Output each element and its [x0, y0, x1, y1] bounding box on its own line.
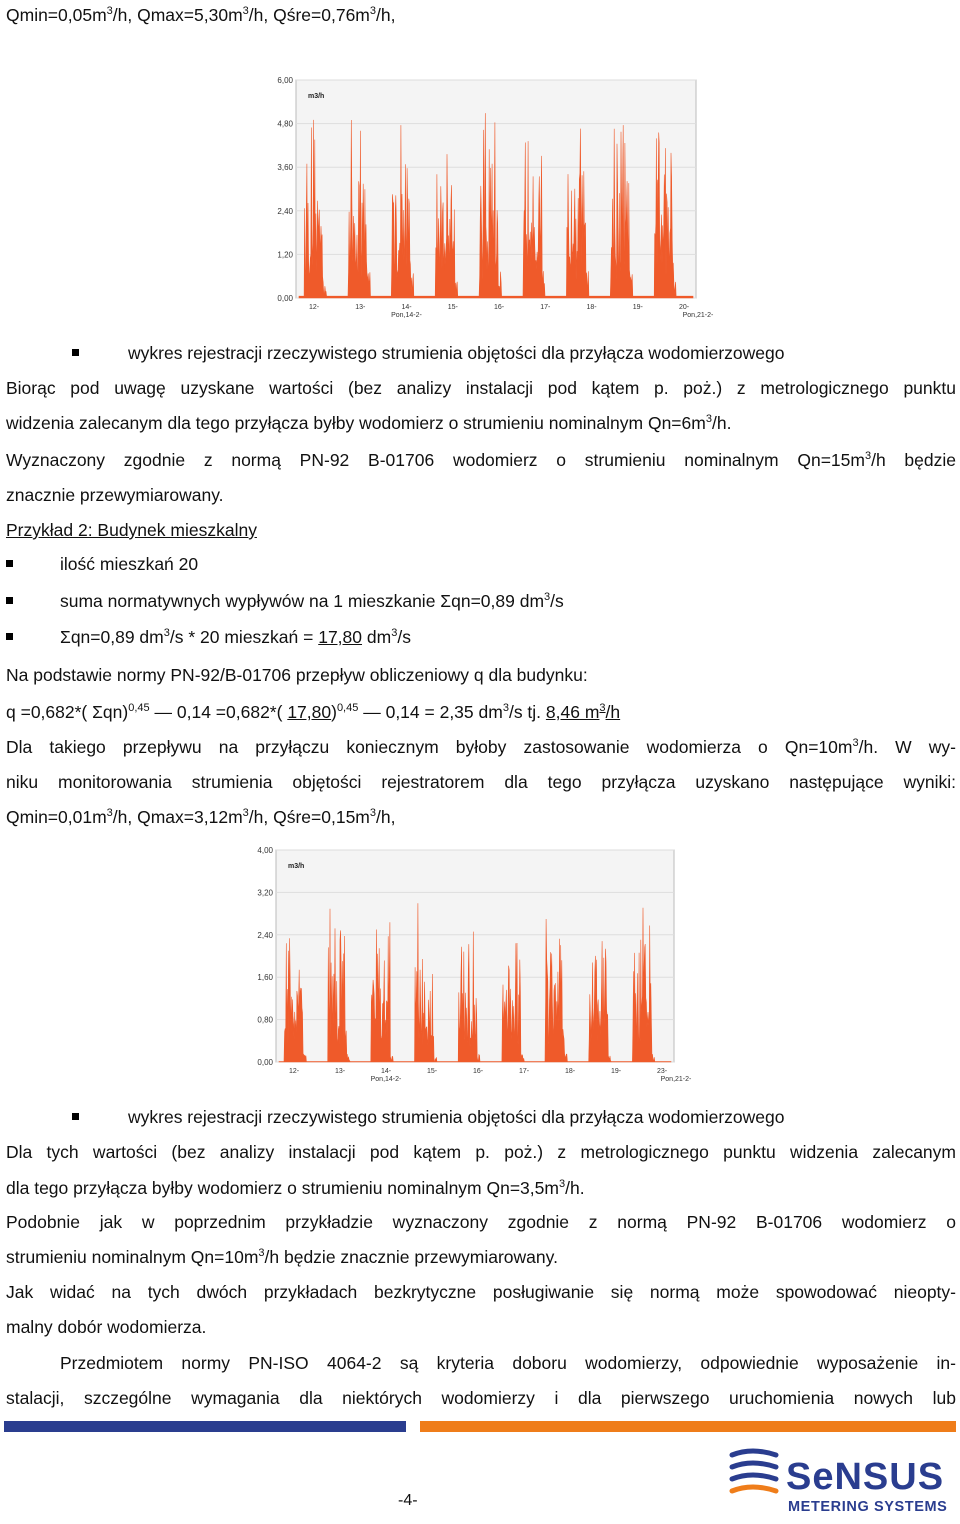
bullet-square	[72, 1113, 79, 1120]
x-tick-label: 13-	[334, 1068, 346, 1075]
x-sub-label: Pon,14-2-	[391, 312, 422, 319]
logo-wave	[732, 1487, 776, 1491]
bullet-sum-flow: Σqn=0,89 $dm^3/s * 20$ mieszkań = 17,80 $dm^3/s$	[60, 627, 411, 647]
x-tick-label: 20-	[678, 304, 690, 311]
unit-label: m3/h	[288, 863, 305, 870]
bullet-normative-flow: suma normatywnych wypływów na 1 mieszkanie Σqn=0,89 $dm^3/s$	[60, 591, 564, 611]
y-tick-label: 1,20	[277, 250, 293, 260]
flow-stats-line-1: $Qmin=0,05m^3/h$, $Qmax=5,30m^3/h$, $Qśre=0,76m^3/h$,	[6, 5, 396, 25]
x-tick-label: 19-	[632, 304, 643, 311]
paragraph-6-line-2: strumieniu nominalnym $Qn=10m^3/h$ będzie znacznie przewymiarowany.	[6, 1247, 558, 1267]
paragraph-4-line-1: Dla takiego przepływu na przyłączu koniecznym byłoby zastosowanie wodomierza o $Qn=10m^3/h$. W wy-	[6, 737, 956, 757]
x-tick-label: 18-	[564, 1068, 576, 1075]
paragraph-7-line-2: malny dobór wodomierza.	[6, 1317, 207, 1337]
logo-wave	[732, 1451, 776, 1455]
y-tick-label: 4,00	[257, 846, 273, 855]
paragraph-7-line-1: Jak widać na tych dwóch przykładach bezkrytyczne posługiwanie się normą może spowodować nieopty-	[6, 1282, 956, 1302]
bullet-square	[6, 560, 13, 567]
x-tick-label: 18-	[586, 304, 597, 311]
paragraph-2-line-2: znacznie przewymiarowany.	[6, 485, 224, 505]
x-tick-label: 15-	[426, 1068, 438, 1075]
x-tick-label: 12-	[308, 304, 320, 311]
flow-chart-1-svg	[268, 72, 730, 328]
footer-bar-blue	[4, 1421, 406, 1432]
paragraph-4-line-2: niku monitorowania strumienia objętości rejestratorem dla tego przyłącza uzyskano następujące wyniki:	[6, 772, 956, 792]
paragraph-5-line-2: dla tego przyłącza byłby wodomierz o strumieniu nominalnym $Qn=3,5m^3/h$.	[6, 1178, 585, 1198]
unit-label: m3/h	[308, 93, 325, 100]
y-tick-label: 3,60	[277, 163, 293, 173]
x-sub-label: Pon,21-2-	[682, 312, 714, 319]
paragraph-5-line-1: Dla tych wartości (bez analizy instalacji pod kątem p. poż.) z metrologicznego punktu widzenia zalecanym	[6, 1142, 956, 1162]
y-tick-label: 2,40	[257, 930, 273, 940]
chart-1-caption: wykres rejestracji rzeczywistego strumienia objętości dla przyłącza wodomierzowego	[128, 343, 785, 363]
y-tick-label: 1,60	[257, 973, 273, 983]
y-tick-label: 0,00	[257, 1058, 273, 1067]
x-tick-label: 13-	[355, 304, 366, 311]
bullet-square	[72, 349, 79, 356]
x-tick-label: 15-	[447, 304, 458, 311]
y-tick-label: 0,00	[277, 294, 293, 303]
x-tick-label: 14-	[380, 1068, 392, 1075]
page-number: -4-	[398, 1492, 418, 1509]
x-sub-label: Pon,14-2-	[370, 1076, 402, 1083]
flow-chart-1	[268, 72, 730, 328]
flow-chart-2	[248, 842, 708, 1092]
logo-wave	[732, 1475, 776, 1479]
sensus-logo-icon	[728, 1445, 954, 1517]
paragraph-2-line-1: Wyznaczony zgodnie z normą PN-92 B-01706 wodomierz o strumieniu nominalnym $Qn=15m^3/h$ będzie	[6, 450, 957, 470]
paragraph-8-line-1: Przedmiotem normy PN-ISO 4064-2 są kryteria doboru wodomierzy, odpowiednie wyposażenie in-	[60, 1353, 956, 1373]
x-tick-label: 17-	[518, 1068, 530, 1075]
x-tick-label: 16-	[493, 304, 505, 311]
footer-bar-orange	[420, 1421, 956, 1432]
x-tick-label: 19-	[610, 1068, 622, 1075]
bullet-apartments: ilość mieszkań 20	[60, 554, 199, 574]
y-tick-label: 4,80	[277, 119, 293, 129]
sensus-logo	[728, 1445, 954, 1517]
flow-stats-line-2: $Qmin=0,01m^3/h$, $Qmax=3,12m^3/h$, $Qśre=0,15m^3/h$,	[6, 807, 396, 827]
logo-tagline-text: METERING SYSTEMS	[788, 1499, 948, 1515]
x-tick-label: 12-	[288, 1068, 300, 1075]
x-tick-label: 16-	[472, 1068, 484, 1075]
x-tick-label: 17-	[540, 304, 551, 311]
y-tick-label: 2,40	[277, 206, 293, 216]
formula-line: q =0,682*( Σqn)$^{0,45}$ — 0,14 =0,682*( 17,80)$^{0,45}$ — 0,14 = 2,35 $dm^3/s$ tj. 8,46 $m^3/h$	[6, 702, 621, 722]
paragraph-6-line-1: Podobnie jak w poprzednim przykładzie wyznaczony zgodnie z normą PN-92 B-01706 wodomierz o	[6, 1212, 956, 1232]
logo-brand-text: SeNSUS	[786, 1456, 945, 1498]
bullet-square	[6, 633, 13, 640]
x-sub-label: Pon,21-2-	[660, 1076, 692, 1083]
y-tick-label: 6,00	[277, 76, 293, 85]
chart-2-caption: wykres rejestracji rzeczywistego strumienia objętości dla przyłącza wodomierzowego	[128, 1107, 785, 1127]
bullet-square	[6, 597, 13, 604]
x-tick-label: 14-	[401, 304, 412, 311]
y-tick-label: 0,80	[257, 1015, 273, 1025]
logo-wave	[732, 1463, 776, 1467]
paragraph-3: Na podstawie normy PN-92/B-01706 przepływ obliczeniowy q dla budynku:	[6, 665, 588, 685]
x-tick-label: 23-	[656, 1068, 668, 1075]
flow-chart-2-svg	[248, 842, 708, 1092]
paragraph-8-line-2: stalacji, szczególne wymagania dla niektórych wodomierzy i dla pierwszego uruchomienia nowych lub	[6, 1388, 956, 1408]
example-title: Przykład 2: Budynek mieszkalny	[6, 520, 257, 540]
paragraph-1-line-1: Biorąc pod uwagę uzyskane wartości (bez analizy instalacji pod kątem p. poż.) z metrologicznego punktu	[6, 378, 956, 398]
y-tick-label: 3,20	[257, 888, 273, 898]
paragraph-1-line-2: widzenia zalecanym dla tego przyłącza byłby wodomierz o strumieniu nominalnym $Qn=6m^3/h$.	[6, 413, 732, 433]
